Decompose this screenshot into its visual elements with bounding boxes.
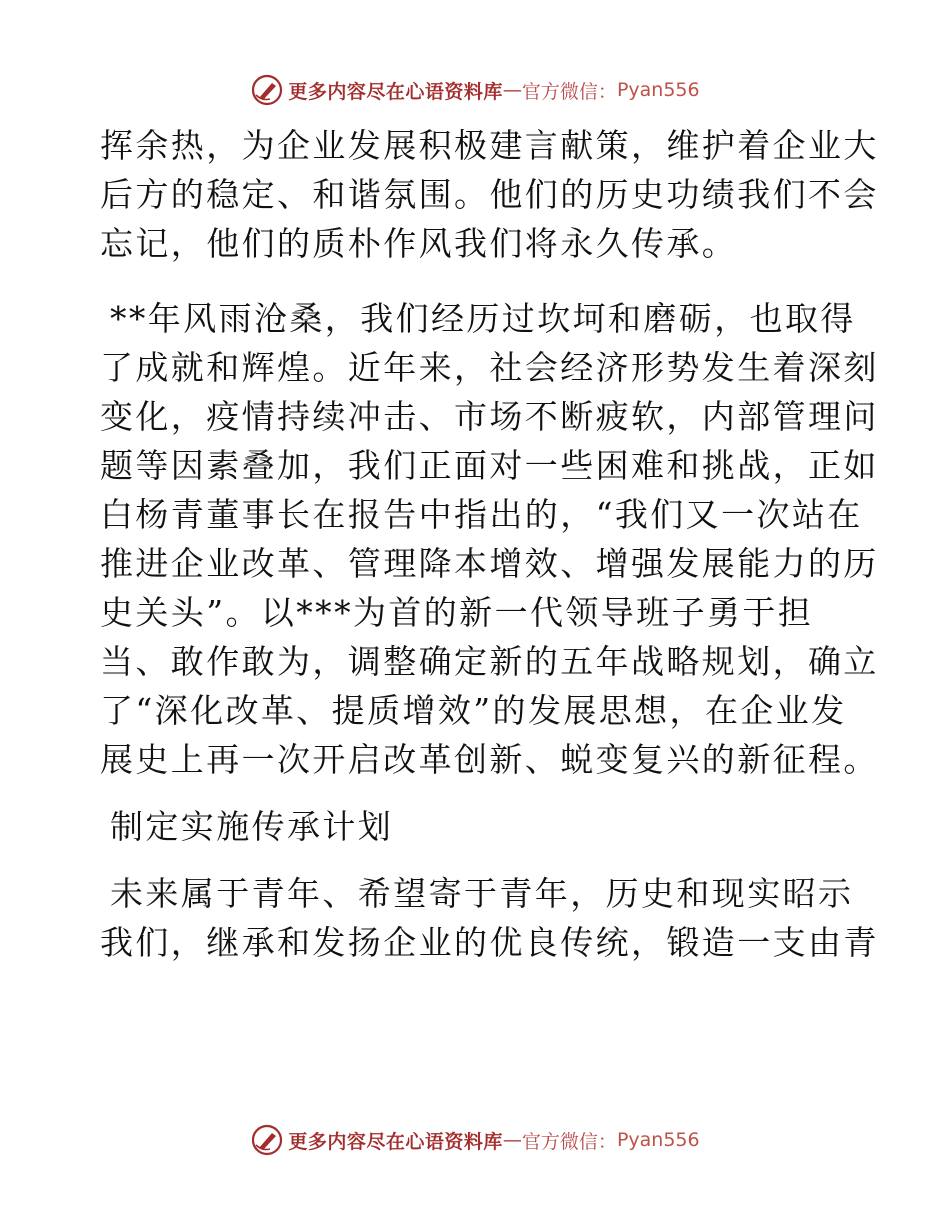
banner-wechat-id: Pyan556 [616,1129,700,1151]
banner-dash: — [502,79,522,101]
text-line: 我们，继承和发扬企业的优良传统，锻造一支由青 [100,923,879,962]
text-line: 了“深化改革、提质增效”的发展思想，在企业发 [100,691,847,730]
text-line: 挥余热，为企业发展积极建言献策，维护着企业大 [100,126,879,165]
text-line: 当、敢作敢为，调整确定新的五年战略规划，确立 [100,642,879,681]
logo-icon [250,73,284,107]
banner-wechat-label: 官方微信： [521,80,617,103]
header-watermark [0,70,950,110]
section-heading: 制定实施传承计划 [110,807,394,846]
document-body [100,121,879,967]
footer-watermark [0,1120,950,1160]
text-line: 白杨青董事长在报告中指出的，“我们又一次站在 [100,495,863,534]
paragraph [100,121,879,268]
banner-brand: 更多内容尽在心语资料库 [288,1130,503,1153]
text-line: 后方的稳定、和谐氛围。他们的历史功绩我们不会 [100,175,879,214]
text-line: 题等因素叠加，我们正面对一些困难和挑战，正如 [100,446,879,485]
banner-wechat-label: 官方微信： [521,1130,617,1153]
text-line: 了成就和辉煌。近年来，社会经济形势发生着深刻 [100,348,879,387]
text-line: 变化，疫情持续冲击、市场不断疲软，内部管理问 [100,397,879,436]
banner-dash: — [502,1129,522,1151]
logo-icon [250,1123,284,1157]
text-line: **年风雨沧桑，我们经历过坎坷和磨砺，也取得 [110,299,856,338]
paragraph [100,869,879,967]
text-line: 忘记，他们的质朴作风我们将永久传承。 [100,224,738,263]
text-line: 未来属于青年、希望寄于青年，历史和现实昭示 [110,874,854,913]
banner-brand: 更多内容尽在心语资料库 [288,80,503,103]
text-line: 史关头”。以***为首的新一代领导班子勇于担 [100,593,814,632]
paragraph [100,294,879,784]
text-line: 展史上再一次开启改革创新、蜕变复兴的新征程。 [100,740,879,779]
text-line: 推进企业改革、管理降本增效、增强发展能力的历 [100,544,879,583]
banner-wechat-id: Pyan556 [616,79,700,101]
